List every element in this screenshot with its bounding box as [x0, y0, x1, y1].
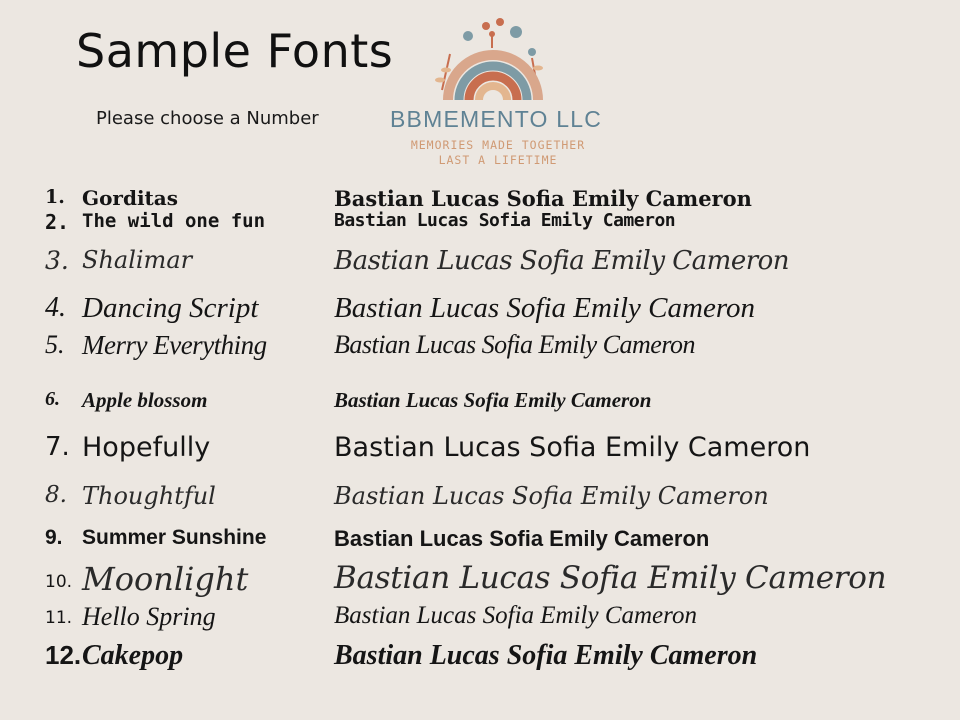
- font-name: Shalimar: [82, 246, 193, 274]
- font-sample: Bastian Lucas Sofia Emily Cameron: [334, 210, 676, 231]
- page-title: Sample Fonts: [76, 24, 394, 78]
- font-sample: Bastian Lucas Sofia Emily Cameron: [334, 388, 652, 412]
- font-name: Hopefully: [82, 432, 211, 463]
- font-sample: Bastian Lucas Sofia Emily Cameron: [334, 432, 811, 463]
- brand-name: BBMEMENTO LLC: [390, 106, 602, 132]
- page-subtitle: Please choose a Number: [96, 108, 319, 129]
- font-row-12: [0, 640, 960, 684]
- font-name: Cakepop: [82, 640, 184, 671]
- font-number: 7.: [45, 432, 70, 462]
- font-number: 4.: [45, 292, 66, 323]
- font-row-3: [0, 246, 960, 290]
- font-name: Dancing Script: [82, 292, 259, 324]
- font-number: 9.: [45, 526, 63, 549]
- font-name: The wild one fun: [82, 210, 266, 232]
- font-number: 6.: [45, 388, 60, 410]
- font-number: 3.: [45, 246, 69, 275]
- font-sample: Bastian Lucas Sofia Emily Cameron: [334, 560, 887, 596]
- brand-logo: [372, 14, 622, 174]
- font-row-8: [0, 482, 960, 526]
- font-sample: Bastian Lucas Sofia Emily Cameron: [334, 602, 697, 629]
- font-sample: Bastian Lucas Sofia Emily Cameron: [334, 330, 695, 359]
- font-number: 2.: [45, 210, 70, 234]
- font-sample: Bastian Lucas Sofia Emily Cameron: [334, 246, 790, 276]
- font-number: 11.: [45, 608, 73, 628]
- font-name: Hello Spring: [82, 602, 216, 631]
- brand-tagline-line1: MEMORIES MADE TOGETHER: [410, 138, 586, 152]
- font-sample: Bastian Lucas Sofia Emily Cameron: [334, 482, 769, 510]
- font-name: Gorditas: [82, 186, 178, 210]
- brand-tagline-line2: LAST A LIFETIME: [438, 153, 558, 167]
- font-row-6: [0, 388, 960, 432]
- boho-rainbow-icon: [428, 14, 558, 106]
- font-number: 8.: [45, 482, 67, 508]
- font-name: Thoughtful: [82, 482, 216, 510]
- font-name: Merry Everything: [82, 330, 267, 360]
- font-sample: Bastian Lucas Sofia Emily Cameron: [334, 526, 710, 551]
- font-number: 5.: [45, 330, 65, 359]
- font-name: Moonlight: [82, 560, 249, 598]
- font-row-10: [0, 560, 960, 604]
- font-name: Apple blossom: [82, 388, 208, 412]
- font-number: 10.: [45, 572, 73, 592]
- font-number: 1.: [45, 186, 65, 208]
- font-sample: Bastian Lucas Sofia Emily Cameron: [334, 640, 758, 671]
- font-sample: Bastian Lucas Sofia Emily Cameron: [334, 292, 756, 324]
- font-number: 12.: [45, 640, 82, 670]
- font-sample: Bastian Lucas Sofia Emily Cameron: [334, 186, 752, 211]
- font-row-5: [0, 330, 960, 374]
- font-name: Summer Sunshine: [82, 526, 267, 549]
- font-row-7: [0, 432, 960, 476]
